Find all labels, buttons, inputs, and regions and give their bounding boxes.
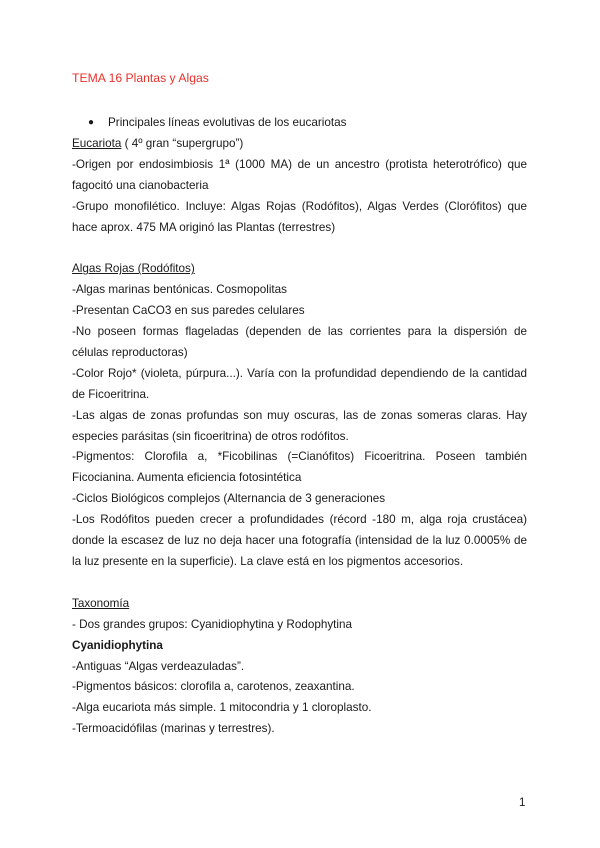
algas-rojas-line: -No poseen formas flageladas (dependen de las corrientes para la dispersión de células reproductoras) (72, 325, 527, 359)
eucariota-paragraph-1: -Origen por endosimbiosis 1ª (1000 MA) de un ancestro (protista heterotrófico) que fagocitó una cianobacteria (72, 157, 527, 192)
bullet-item (72, 113, 527, 134)
eucariota-heading-suffix: ( 4º gran “supergrupo”) (121, 136, 244, 150)
document-title: TEMA 16 Plantas y Algas (72, 71, 209, 85)
algas-rojas-line: -Los Rodófitos pueden crecer a profundidades (récord -180 m, alga roja crustácea) donde la escasez de luz no deja hacer una fotografía (intensidad de la luz 0.0005% de la luz presente en la superficie). La clave está en los pigmentos accesorios. (72, 513, 527, 569)
bullet-dot-icon: ● (88, 117, 95, 128)
cyanidiophytina-heading: Cyanidiophytina (72, 638, 163, 652)
eucariota-paragraph-2: -Grupo monofilético. Incluye: Algas Rojas (Rodófitos), Algas Verdes (Clorófitos) que hace aprox. 475 MA originó las Plantas (terrestres) (72, 199, 527, 234)
taxonomia-intro: - Dos grandes grupos: Cyanidiophytina y Rodophytina (72, 617, 353, 631)
algas-rojas-line: -Las algas de zonas profundas son muy oscuras, las de zonas someras claras. Hay especies parásitas (sin ficoeritrina) de otros rodófitos. (72, 408, 527, 443)
spacer (72, 573, 527, 594)
cyanidiophytina-line: -Antiguas “Algas verdeazuladas”. (72, 659, 245, 673)
cyanidiophytina-line: -Termoacidófilas (marinas y terrestres). (72, 722, 275, 736)
algas-rojas-line: -Algas marinas bentónicas. Cosmopolitas (72, 283, 288, 297)
taxonomia-heading: Taxonomía (72, 596, 130, 610)
algas-rojas-line: -Presentan CaCO3 en sus paredes celulares (72, 304, 305, 318)
algas-rojas-heading: Algas Rojas (Rodófitos) (72, 262, 195, 276)
cyanidiophytina-line: -Alga eucariota más simple. 1 mitocondria y 1 cloroplasto. (72, 701, 372, 715)
algas-rojas-line: -Pigmentos: Clorofila a, *Ficobilinas (=Cianófitos) Ficoeritrina. Poseen también Ficocianina. Aumenta eficiencia fotosintética (72, 450, 527, 485)
algas-rojas-line: -Color Rojo* (violeta, púrpura...). Varía con la profundidad dependiendo de la cantidad de Ficoeritrina. (72, 366, 527, 401)
spacer (72, 238, 527, 259)
document-body (72, 113, 527, 740)
bullet-text: Principales líneas evolutivas de los eucariotas (108, 116, 347, 129)
eucariota-heading (72, 134, 527, 155)
eucariota-heading-label: Eucariota (72, 136, 122, 150)
cyanidiophytina-line: -Pigmentos básicos: clorofila a, carotenos, zeaxantina. (72, 680, 355, 694)
page-number: 1 (519, 797, 526, 809)
algas-rojas-line: -Ciclos Biológicos complejos (Alternancia de 3 generaciones (72, 492, 386, 506)
